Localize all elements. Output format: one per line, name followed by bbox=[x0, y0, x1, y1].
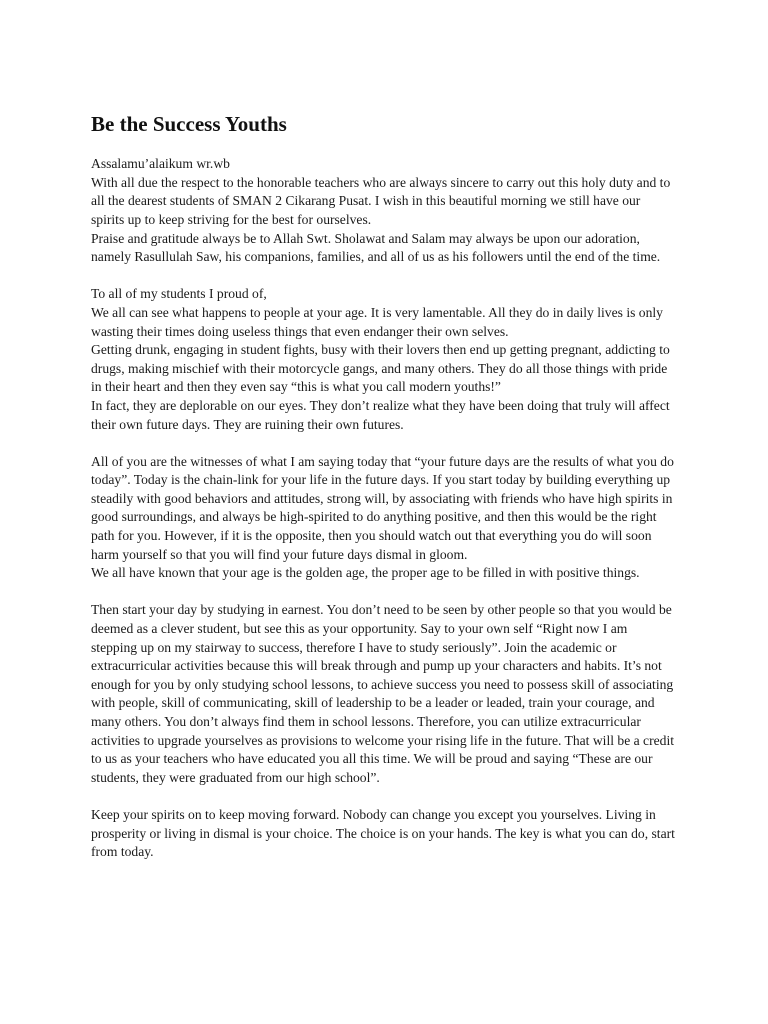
paragraph-study: Then start your day by studying in earnest. You don’t need to be seen by other people so that you would be deemed as a clever student, but see this as your opportunity. Say to your own self “Right now I am stepping up on my stairway to success, therefore I have to study seriously”. Join the academic or extracurricular activities because this will break through and pump up your characters and habits. It’s not enough for you by only studying school lessons, to achieve success you need to possess skill of associating with people, skill of communicating, skill of leadership to be a leader or leaded, train your courage, and many others. You don’t always find them in school lessons. Therefore, you can utilize extracurricular activities to upgrade yourselves as provisions to welcome your rising life in the future. That will be a credit to us as your teachers who have educated you all this time. We will be proud and saying “These are our students, they were graduated from our high school”. bbox=[91, 602, 674, 785]
paragraph-spacer bbox=[91, 583, 675, 602]
document-body bbox=[91, 112, 675, 862]
greeting-line: Assalamu’alaikum wr.wb bbox=[91, 156, 230, 172]
document-title: Be the Success Youths bbox=[91, 112, 287, 136]
paragraph-witnesses: All of you are the witnesses of what I am saying today that “your future days are the results of what you do today”. Today is the chain-link for your life in the future days. If you start today by building everything up steadily with good behaviors and attitudes, strong will, by associating with friends who have high spirits in good surroundings, and always be high-spirited to do anything positive, and then this would be the right path for you. However, if it is the opposite, then you should watch out that everything you do will soon harm yourself so that you will find your future days dismal in gloom. bbox=[91, 453, 674, 562]
paragraph-golden-age: We all have known that your age is the golden age, the proper age to be filled in with positive things. bbox=[91, 565, 640, 581]
paragraph-deplorable: In fact, they are deplorable on our eyes. They don’t realize what they have been doing that truly will affect their own future days. They are ruining their own futures. bbox=[91, 397, 670, 432]
paragraph-spacer bbox=[91, 787, 675, 806]
paragraph-praise: Praise and gratitude always be to Allah Swt. Sholawat and Salam may always be upon our adoration, namely Rasullulah Saw, his companions, families, and all of us as his followers until the end of the time. bbox=[91, 230, 661, 265]
paragraph-spacer bbox=[91, 267, 675, 286]
paragraph-respect: With all due the respect to the honorable teachers who are always sincere to carry out this holy duty and to all the dearest students of SMAN 2 Cikarang Pusat. I wish in this beautiful morning we still have our spirits up to keep striving for the best for ourselves. bbox=[91, 174, 671, 227]
paragraph-spacer bbox=[91, 434, 675, 453]
paragraph-behaviors: Getting drunk, engaging in student fights, busy with their lovers then end up getting pregnant, addicting to drugs, making mischief with their motorcycle gangs, and many others. They do all those things with pride in their heart and then they even say “this is what you call modern youths!” bbox=[91, 342, 670, 395]
paragraph-observation: We all can see what happens to people at your age. It is very lamentable. All they do in daily lives is only wasting their times doing useless things that even endanger their own selves. bbox=[91, 304, 663, 339]
paragraph-address: To all of my students I proud of, bbox=[91, 286, 267, 302]
paragraph-closing: Keep your spirits on to keep moving forward. Nobody can change you except you yourselves. Living in prosperity or living in dismal is your choice. The choice is on your hands. The key is what you can do, start from today. bbox=[91, 806, 675, 860]
